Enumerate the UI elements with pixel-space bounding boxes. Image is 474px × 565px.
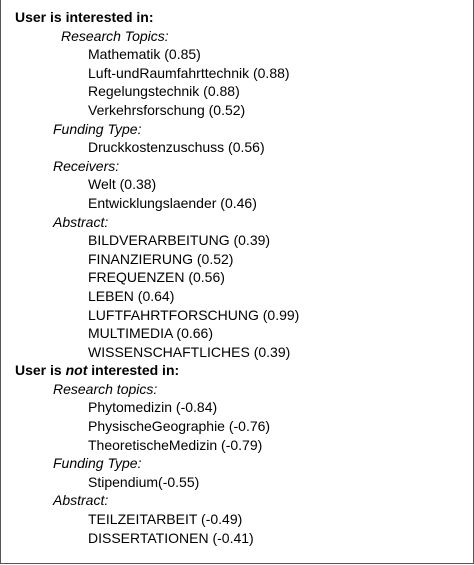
list-item: FREQUENZEN (0.56) — [88, 269, 225, 286]
category-label: Research topics: — [53, 380, 158, 397]
heading-part: User is — [15, 362, 66, 379]
list-item: FINANZIERUNG (0.52) — [88, 250, 234, 267]
user-profile-listing — [15, 8, 465, 547]
category-label: Abstract: — [53, 213, 109, 230]
list-item: Luft-undRaumfahrttechnik (0.88) — [88, 64, 290, 81]
interested-heading: User is interested in: — [15, 9, 154, 25]
not-interested-heading — [15, 361, 465, 380]
list-item: Regelungstechnik (0.88) — [88, 83, 240, 100]
category-label: Funding Type: — [53, 455, 142, 472]
list-item: Verkehrsforschung (0.52) — [88, 101, 246, 118]
list-item: BILDVERARBEITUNG (0.39) — [88, 232, 271, 249]
heading-part: interested in: — [87, 362, 180, 379]
category-label: Receivers: — [53, 157, 120, 174]
list-item: Welt (0.38) — [88, 176, 157, 193]
list-item: LEBEN (0.64) — [88, 287, 175, 304]
list-item: Stipendium(-0.55) — [88, 473, 200, 490]
list-item: Druckkostenzuschuss (0.56) — [88, 139, 265, 156]
list-item: Entwicklungslaender (0.46) — [88, 194, 257, 211]
list-item: Mathematik (0.85) — [88, 46, 201, 63]
list-item: MULTIMEDIA (0.66) — [88, 325, 213, 342]
list-item: PhysischeGeographie (-0.76) — [88, 418, 271, 435]
list-item: Phytomedizin (-0.84) — [88, 399, 218, 416]
list-item: TheoretischeMedizin (-0.79) — [88, 436, 263, 453]
list-item: TEILZEITARBEIT (-0.49) — [88, 511, 243, 528]
list-item: DISSERTATIONEN (-0.41) — [88, 529, 254, 546]
list-item: WISSENSCHAFTLICHES (0.39) — [88, 343, 291, 360]
category-label: Funding Type: — [53, 120, 142, 137]
list-item: LUFTFAHRTFORSCHUNG (0.99) — [88, 306, 300, 323]
heading-emphasis: not — [65, 362, 88, 379]
category-label: Research Topics: — [61, 27, 169, 44]
category-label: Abstract: — [53, 492, 109, 509]
